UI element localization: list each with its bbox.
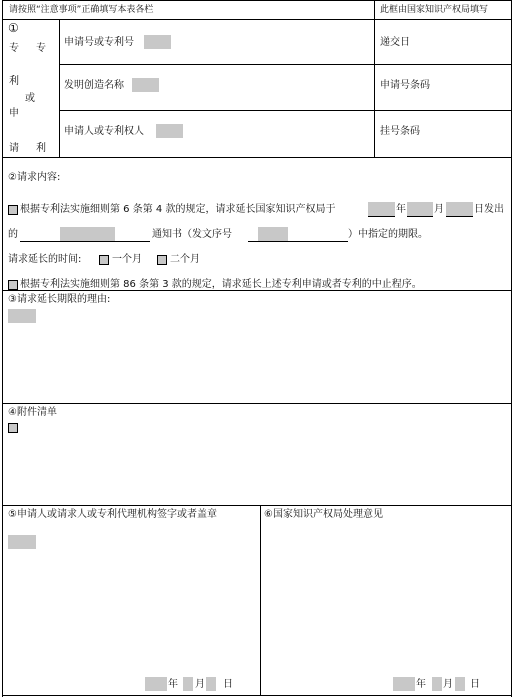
section1-bottom	[2, 157, 512, 158]
issue-month-field[interactable]	[407, 202, 433, 216]
notice-type-underline	[20, 241, 150, 242]
option1-text: 根据专利法实施细则第 6 条第 4 款的规定，请求延长国家知识产权局于	[20, 204, 336, 215]
app-barcode-label: 申请号条码	[380, 80, 430, 91]
signature-field[interactable]	[8, 535, 36, 549]
issue-day-text: 日发出	[474, 204, 504, 215]
sign-year-field[interactable]	[145, 677, 167, 691]
section6-title: ⑥国家知识产权局处理意见	[264, 509, 383, 520]
header-divider	[374, 0, 375, 157]
sign-month-unit: 月	[195, 679, 205, 690]
section5-title: ⑤申请人或请求人或专利代理机构签字或者盖章	[8, 509, 217, 520]
border-right	[511, 0, 512, 697]
invention-name-label: 发明创造名称	[64, 80, 124, 91]
row-separator-2	[59, 110, 512, 111]
issue-day-field[interactable]	[446, 202, 473, 216]
app-number-label: 申请号或专利号	[64, 37, 134, 48]
side-label-char: 请	[9, 143, 19, 154]
section4-top	[2, 403, 512, 404]
issue-year-underline	[368, 216, 395, 217]
issue-month-unit: 月	[434, 204, 444, 215]
submit-date-label: 递交日	[380, 37, 410, 48]
side-label-char: 或	[25, 93, 35, 104]
app-number-field[interactable]	[144, 35, 171, 49]
section3-title: ③请求延长期限的理由:	[8, 294, 111, 305]
side-label-char: 申	[9, 108, 19, 119]
side-label-char: 专	[9, 43, 19, 54]
option2-checkbox[interactable]	[8, 280, 18, 290]
applicant-label: 申请人或专利权人	[64, 126, 144, 137]
sign-day-unit: 日	[223, 679, 233, 690]
office-month-field[interactable]	[432, 677, 442, 691]
section1-number: ①	[8, 21, 19, 35]
office-day-unit: 日	[470, 679, 480, 690]
issue-month-underline	[407, 216, 433, 217]
serial-number-underline	[248, 241, 348, 242]
border-top	[2, 0, 512, 1]
section5-6-divider	[260, 505, 261, 696]
two-months-label: 二个月	[170, 254, 200, 265]
notice-type-field[interactable]	[60, 227, 115, 241]
section2-title: ②请求内容:	[8, 172, 61, 183]
side-label-char: 利	[9, 76, 19, 87]
two-months-checkbox[interactable]	[157, 255, 167, 265]
sign-year-unit: 年	[168, 679, 178, 690]
office-year-unit: 年	[416, 679, 426, 690]
option1-line2-prefix: 的	[8, 229, 18, 240]
extension-label: 请求延长的时间:	[8, 254, 82, 265]
notice-text: 通知书（发文序号	[152, 229, 232, 240]
sign-day-field[interactable]	[206, 677, 216, 691]
option1-line2-suffix: ）中指定的期限。	[348, 229, 428, 240]
mail-barcode-label: 挂号条码	[380, 126, 420, 137]
office-year-field[interactable]	[393, 677, 415, 691]
one-month-label: 一个月	[112, 254, 142, 265]
issue-day-underline	[446, 216, 473, 217]
serial-number-field[interactable]	[258, 227, 288, 241]
header-separator	[2, 19, 512, 20]
header-instruction: 请按照“注意事项”正确填写本表各栏	[9, 5, 154, 15]
side-label-char: 利	[36, 143, 46, 154]
section4-title: ④附件清单	[8, 407, 57, 418]
reason-field[interactable]	[8, 309, 36, 323]
border-left	[2, 0, 3, 697]
one-month-checkbox[interactable]	[99, 255, 109, 265]
side-label-char: 专	[36, 43, 46, 54]
office-day-field[interactable]	[455, 677, 465, 691]
invention-name-field[interactable]	[132, 78, 159, 92]
option2-text: 根据专利法实施细则第 86 条第 3 款的规定，请求延长上述专利申请或者专利的中止程序。	[20, 279, 422, 290]
applicant-field[interactable]	[156, 124, 183, 138]
section5-top	[2, 505, 512, 506]
office-month-unit: 月	[443, 679, 453, 690]
option1-checkbox[interactable]	[8, 205, 18, 215]
issue-year-unit: 年	[396, 204, 406, 215]
border-bottom	[2, 695, 512, 696]
header-office-only: 此框由国家知识产权局填写	[380, 5, 489, 15]
sign-month-field[interactable]	[183, 677, 193, 691]
side-label-divider	[59, 19, 60, 157]
issue-year-field[interactable]	[368, 202, 395, 216]
row-separator-1	[59, 64, 512, 65]
attachment-checkbox[interactable]	[8, 423, 18, 433]
